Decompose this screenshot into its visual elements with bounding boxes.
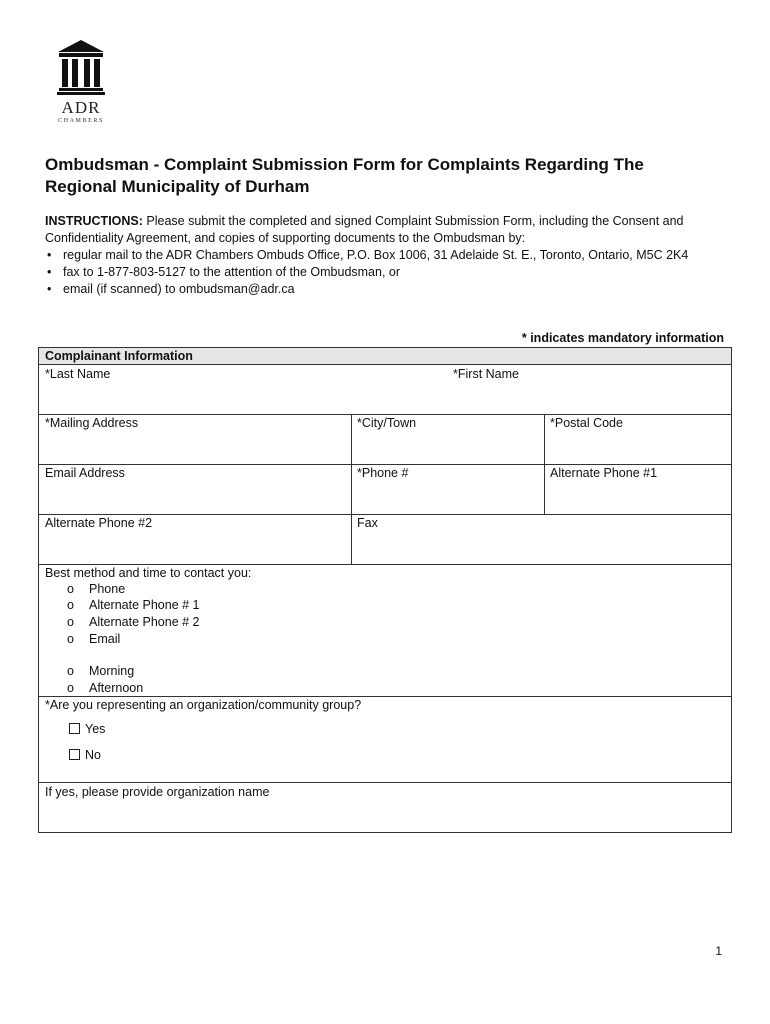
alt-phone2-field[interactable] xyxy=(39,532,350,564)
logo-subtitle: CHAMBERS xyxy=(58,118,104,124)
phone-label: *Phone # xyxy=(357,466,409,480)
method-option-phone[interactable] xyxy=(67,581,125,597)
row-divider xyxy=(39,782,731,783)
checkbox-icon xyxy=(69,749,80,760)
page-title: Ombudsman - Complaint Submission Form for Complaints Regarding The Regional Municipality of Durham xyxy=(45,155,644,196)
last-name-field[interactable] xyxy=(39,383,449,414)
first-name-field[interactable] xyxy=(451,383,731,414)
page-number: 1 xyxy=(715,944,722,958)
email-label: Email Address xyxy=(45,466,125,480)
instructions-list xyxy=(45,247,725,298)
option-bullet: o xyxy=(67,664,74,678)
org-yes-checkbox[interactable] xyxy=(69,721,105,737)
fax-field[interactable] xyxy=(352,532,731,564)
option-label: Alternate Phone # 1 xyxy=(89,598,200,612)
time-option-afternoon[interactable] xyxy=(67,680,143,696)
best-method-label: Best method and time to contact you: xyxy=(45,566,252,580)
org-no-checkbox[interactable] xyxy=(69,747,101,763)
city-field[interactable] xyxy=(352,432,543,464)
option-label: Email xyxy=(89,632,121,646)
form-header: Complainant Information xyxy=(39,348,731,365)
alt-phone1-field[interactable] xyxy=(545,482,731,514)
alt-phone2-label: Alternate Phone #2 xyxy=(45,516,153,530)
phone-field[interactable] xyxy=(352,482,543,514)
city-label: *City/Town xyxy=(357,416,417,430)
postal-code-label: *Postal Code xyxy=(550,416,623,430)
complainant-form xyxy=(38,347,732,833)
org-name-label: If yes, please provide organization name xyxy=(45,785,270,799)
alt-phone1-label: Alternate Phone #1 xyxy=(550,466,658,480)
fax-label: Fax xyxy=(357,516,378,530)
option-bullet: o xyxy=(67,681,74,695)
option-bullet: o xyxy=(67,582,74,596)
adr-chambers-logo xyxy=(56,38,106,96)
option-bullet: o xyxy=(67,615,74,629)
org-yes-label: Yes xyxy=(85,722,106,736)
option-label: Phone xyxy=(89,582,126,596)
mailing-address-label: *Mailing Address xyxy=(45,416,139,430)
instructions-label: INSTRUCTIONS: xyxy=(45,214,143,228)
method-option-alt-phone-2[interactable] xyxy=(67,614,200,630)
postal-code-field[interactable] xyxy=(545,432,731,464)
org-question-label: *Are you representing an organization/community group? xyxy=(45,698,362,712)
instructions-bullet: • regular mail to the ADR Chambers Ombuds Office, P.O. Box 1006, 31 Adelaide St. E., Toronto, Ontario, M5C 2K4 xyxy=(45,247,725,264)
option-bullet: o xyxy=(67,598,74,612)
method-option-email[interactable] xyxy=(67,631,120,647)
instructions-bullet: • email (if scanned) to ombudsman@adr.ca xyxy=(45,281,725,298)
method-option-alt-phone-1[interactable] xyxy=(67,597,200,613)
org-no-label: No xyxy=(85,748,101,762)
org-name-field[interactable] xyxy=(39,801,731,832)
first-name-label: *First Name xyxy=(453,367,519,381)
last-name-label: *Last Name xyxy=(45,367,111,381)
logo-name: ADR xyxy=(61,98,101,117)
instructions xyxy=(45,213,725,298)
option-label: Afternoon xyxy=(89,681,144,695)
mandatory-note: * indicates mandatory information xyxy=(521,331,724,345)
mailing-address-field[interactable] xyxy=(39,432,350,464)
option-label: Morning xyxy=(89,664,135,678)
option-bullet: o xyxy=(67,632,74,646)
option-label: Alternate Phone # 2 xyxy=(89,615,200,629)
email-field[interactable] xyxy=(39,482,350,514)
time-option-morning[interactable] xyxy=(67,663,134,679)
instructions-bullet: • fax to 1-877-803-5127 to the attention of the Ombudsman, or xyxy=(45,264,725,281)
instructions-text: Please submit the completed and signed Complaint Submission Form, including the Consent and Confidentiality Agreement, and copies of supporting documents to the Ombudsman by: xyxy=(45,214,684,245)
checkbox-icon xyxy=(69,723,80,734)
